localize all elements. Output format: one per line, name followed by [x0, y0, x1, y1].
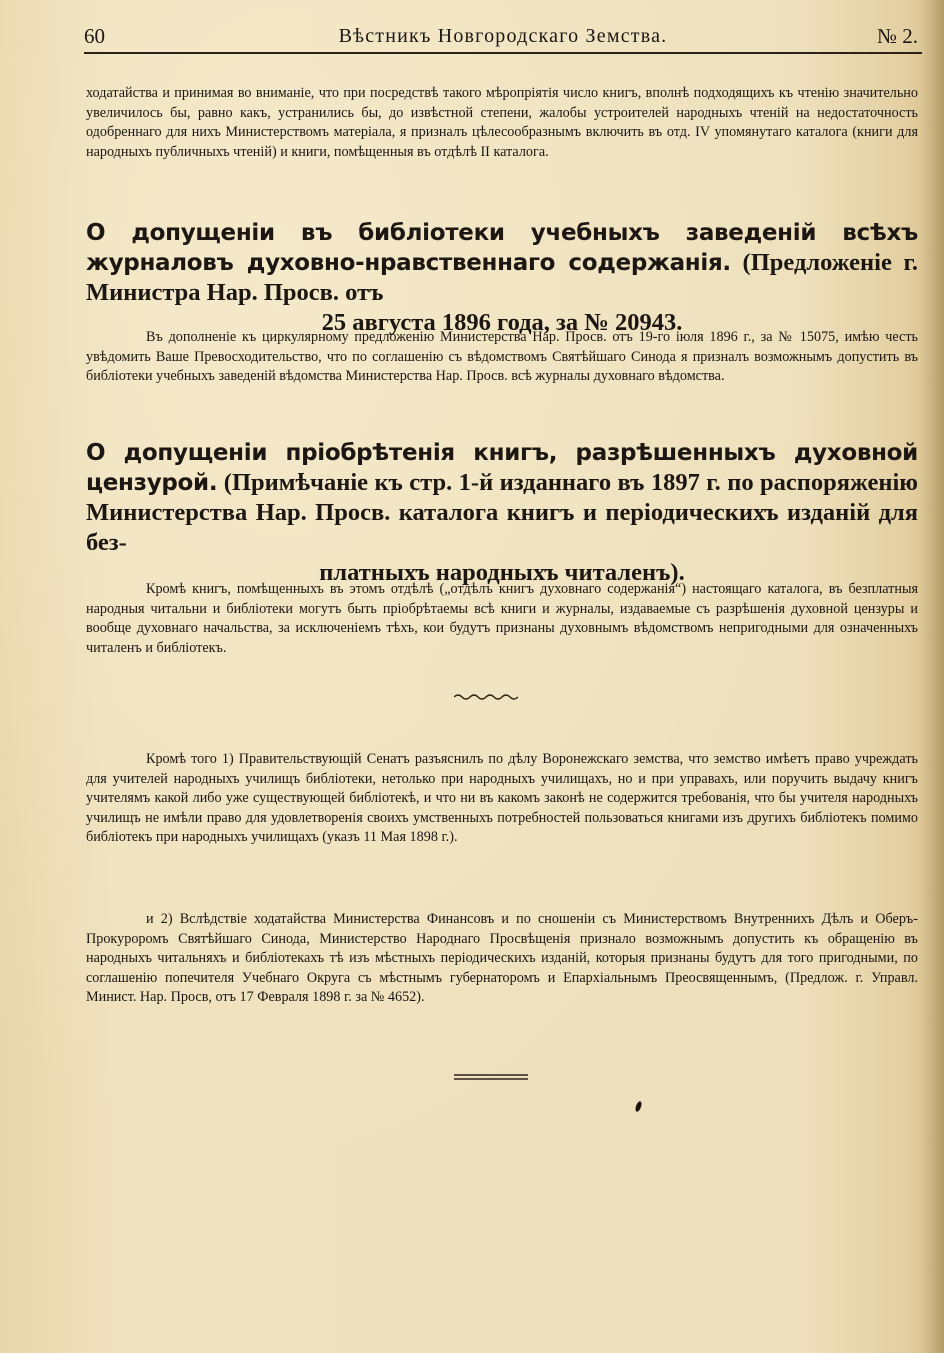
wavy-divider: [454, 692, 518, 702]
page-edge-shadow: [922, 0, 944, 1353]
running-header: [84, 22, 922, 54]
page-number: 60: [84, 24, 105, 48]
section1-heading: [86, 218, 918, 338]
intro-paragraph: ходатайства и принимая во вниманіе, что при посредствѣ такого мѣропріятія число книгъ, вполнѣ подходящихъ къ чтенію значительно увеличилось бы, равно какъ, устранились бы, до извѣстной степени, жалобы устроителей народныхъ чтеній на недостаточность одобреннаго для нихъ Министерствомъ матеріала, я призналъ цѣлесообразнымъ включить въ отд. IV упомянутаго каталога (книги для народныхъ публичныхъ чтеній) и книги, помѣщенныя въ отдѣлѣ II каталога.: [86, 85, 918, 160]
note-2: и 2) Вслѣдствіе ходатайства Министерства Финансовъ и по сношеніи съ Министерствомъ Внутреннихъ Дѣлъ и Оберъ-Прокуроромъ Святѣйшаго Синода, Министерство Народнаго Просвѣщенія признало возможнымъ допустить къ обращенію въ народныхъ читальняхъ и библіотекахъ тѣ изъ мѣстныхъ періодическихъ изданій, которыя признаны будутъ для того пригодными, по соглашенію попечителя Учебнаго Округа съ мѣстнымъ губернаторомъ и Епархіальнымъ Преосвященнымъ, (Предлож. г. Управл. Минист. Нар. Просв, отъ 17 Февраля 1898 г. за № 4652).: [86, 911, 918, 1006]
note-1: Кромѣ того 1) Правительствующій Сенатъ разъяснилъ по дѣлу Воронежскаго земства, что земство имѣетъ право учреждать для учителей народныхъ училищъ библіотеки, нетолько при народныхъ училищахъ, но и при управахъ, или поручить выдачу книгъ учителямъ какой либо уже существующей библіотекѣ, и что ни въ какомъ законѣ не содержится требованія, что бы учителя народныхъ училищъ не имѣли право для удовлетворенія своихъ умственныхъ потребностей пользоваться книгами изъ другихъ библіотекъ помимо библіотекъ при народныхъ училищахъ (указъ 11 Мая 1898 г.).: [86, 751, 918, 846]
section2-heading-last: платныхъ народныхъ читаленъ).: [319, 559, 685, 586]
section1-heading-gothic: О допущеніи въ библіотеки учебныхъ заведеній всѣхъ журналовъ духовно-нравственнаго содержанія.: [86, 220, 918, 276]
section1-heading-last: 25 августа 1896 года, за № 20943.: [321, 309, 683, 336]
section2-body: Кромѣ книгъ, помѣщенныхъ въ этомъ отдѣлѣ („отдѣлъ книгъ духовнаго содержанія“) настоящаго каталога, въ безплатныя народныя читальни и библіотеки могутъ быть пріобрѣтаемы всѣ книги и журналы, издаваемые съ разрѣшенія духовной цензуры и вообще духовнаго начальства, за исключеніемъ тѣхъ, кои будутъ признаны духовнымъ вѣдомствомъ непригодными для означенныхъ читаленъ и библіотекъ.: [86, 581, 918, 656]
section2-heading: [86, 438, 918, 588]
journal-title: Вѣстникъ Новгородскаго Земства.: [338, 25, 668, 47]
double-rule-divider: [454, 1073, 528, 1081]
section1-body: Въ дополненіе къ циркулярному предложенію Министерства Нар. Просв. отъ 19-го іюля 1896 г., за № 15075, имѣю честь увѣдомить Ваше Превосходительство, что по соглашенію съ вѣдомствомъ Святѣйшаго Синода я призналъ возможнымъ допустить въ библіотеки учебныхъ заведеній вѣдомства Министерства Нар. Просв. всѣ журналы духовнаго вѣдомства.: [86, 329, 918, 385]
ink-blot: [634, 1100, 642, 1112]
section2-heading-rest: (Примѣчаніе къ стр. 1-й изданнаго въ 1897 г. по распоряженію Министерства Нар. Просв. каталога книгъ и періодическихъ изданій для без-: [86, 469, 918, 556]
section2-heading-gothic: О допущеніи пріобрѣтенія книгъ, разрѣшенныхъ духовной цензурой.: [86, 440, 918, 496]
section1-heading-rest: (Предложеніе г. Министра Нар. Просв. отъ: [86, 249, 918, 306]
issue-number: № 2.: [876, 24, 918, 48]
